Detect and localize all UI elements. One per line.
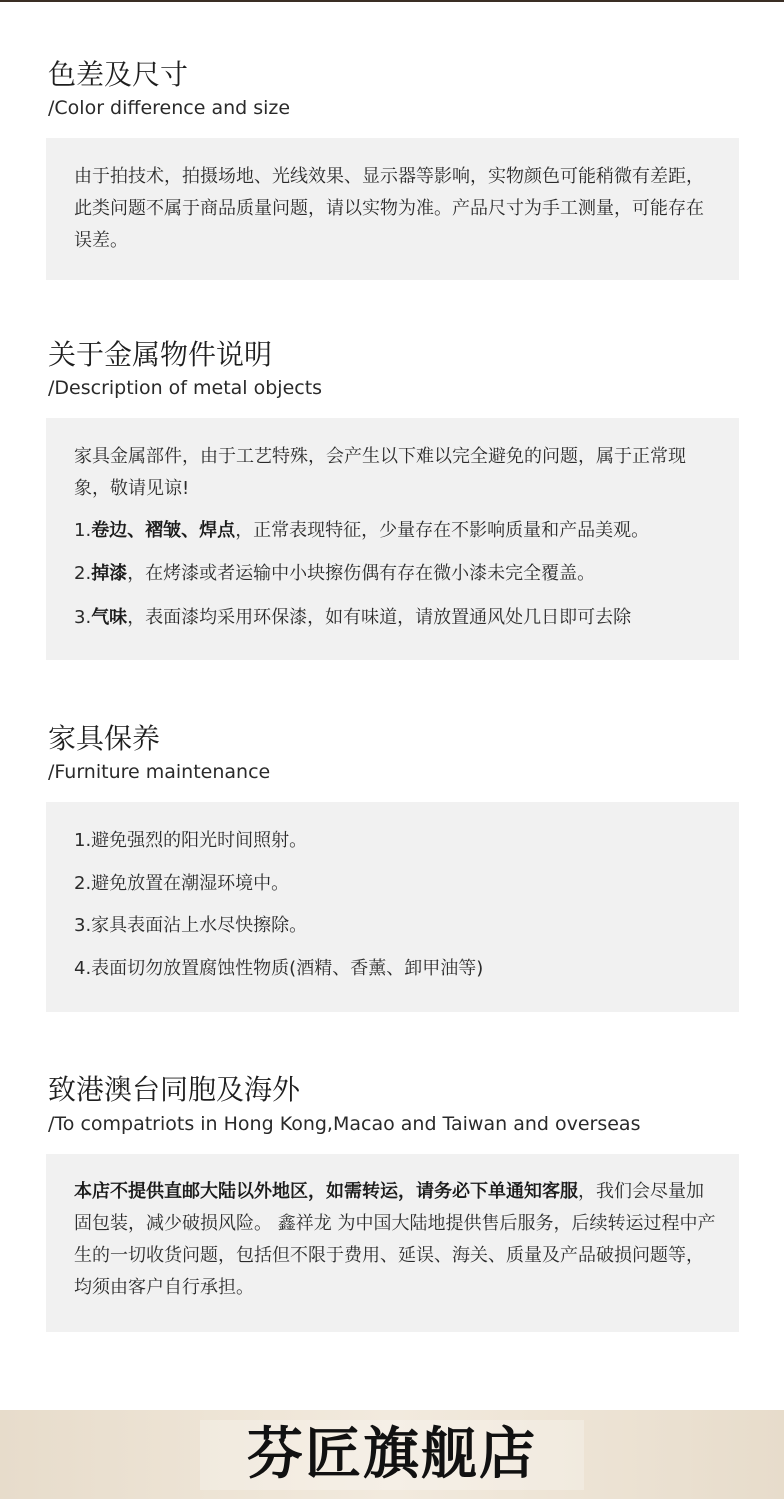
section-intro: 家具金属部件，由于工艺特殊，会产生以下难以完全避免的问题，属于正常现象，敬请见谅! (74, 446, 686, 499)
store-name: 芬匠旗舰店 (247, 1422, 537, 1487)
top-divider (0, 0, 784, 2)
section-title-en: /To compatriots in Hong Kong,Macao and Taiwan and overseas (48, 1113, 641, 1135)
section-content-box (46, 418, 739, 660)
section-title-cn: 家具保养 (48, 722, 161, 755)
section-title-en: /Description of metal objects (48, 377, 323, 399)
list-item-bold: 气味 (91, 607, 128, 628)
store-footer-banner (0, 1410, 784, 1499)
section-title-en: /Furniture maintenance (48, 761, 271, 783)
section-title-cn: 致港澳台同胞及海外 (48, 1073, 301, 1106)
section-content-box (46, 802, 739, 1012)
section-title-en: /Color difference and size (48, 97, 291, 119)
section-paragraph-text: ，我们会尽量加固包装，减少破损风险。 鑫祥龙 为中国大陆地提供售后服务，后续转运过程中产生的一切收货问题，包括但不限于费用、延误、海关、质量及产品破损问题等，均须由客户自行承担。 (74, 1181, 716, 1298)
list-item: 4.表面切勿放置腐蚀性物质(酒精、香薰、卸甲油等) (74, 958, 484, 979)
list-item-text: ，在烤漆或者运输中小块擦伤偶有存在微小漆未完全覆盖。 (127, 563, 596, 584)
section-bold-lead: 本店不提供直邮大陆以外地区，如需转运，请务必下单通知客服 (74, 1181, 578, 1202)
section-content-box (46, 1154, 739, 1332)
list-item: 2.避免放置在潮湿环境中。 (74, 873, 290, 894)
list-item-prefix: 3. (74, 607, 92, 628)
list-item: 3.家具表面沾上水尽快擦除。 (74, 915, 308, 936)
section-content-box (46, 138, 739, 280)
list-item: 1.避免强烈的阳光时间照射。 (74, 830, 308, 851)
section-title-cn: 关于金属物件说明 (48, 338, 273, 371)
list-item-prefix: 2. (74, 563, 92, 584)
section-paragraph: 由于拍技术，拍摄场地、光线效果、显示器等影响，实物颜色可能稍微有差距，此类问题不属于商品质量问题，请以实物为准。产品尺寸为手工测量，可能存在误差。 (74, 166, 704, 251)
list-item-text: ，表面漆均采用环保漆，如有味道，请放置通风处几日即可去除 (127, 607, 632, 628)
list-item-bold: 卷边、褶皱、焊点 (91, 520, 236, 541)
list-item-bold: 掉漆 (91, 563, 128, 584)
list-item-prefix: 1. (74, 520, 92, 541)
section-paragraph (74, 1176, 719, 1304)
list-item (74, 605, 631, 631)
list-item-text: ，正常表现特征，少量存在不影响质量和产品美观。 (235, 520, 650, 541)
section-title-cn: 色差及尺寸 (48, 58, 189, 91)
list-item (74, 561, 595, 587)
list-item (74, 518, 649, 544)
